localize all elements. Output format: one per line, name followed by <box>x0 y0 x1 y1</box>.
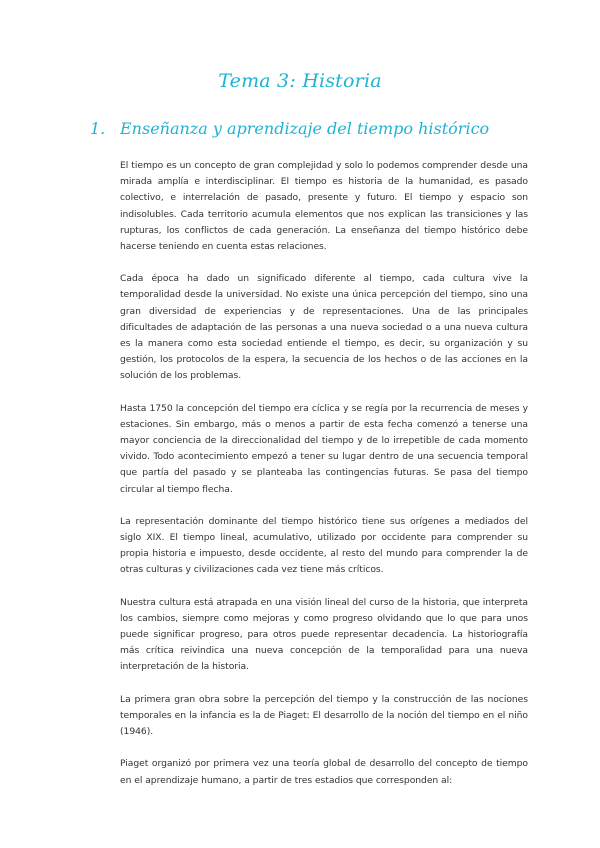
section-heading-text: Enseñanza y aprendizaje del tiempo histórico <box>120 119 490 138</box>
paragraph: Piaget organizó por primera vez una teoría global de desarrollo del concepto de tiempo en el aprendizaje humano, a partir de tres estadios que corresponden al: <box>120 758 528 786</box>
page-title: Tema 3: Historia <box>218 70 382 92</box>
section-heading <box>90 119 530 138</box>
paragraph: Nuestra cultura está atrapada en una visión lineal del curso de la historia, que interpreta los cambios, siempre como mejoras y como progreso olvidando que lo que para unos puede significar progreso, para otros puede representar decadencia. La historiografía más crítica reivindica una nueva concepción de la temporalidad para una nueva interpretación de la historia. <box>120 596 528 673</box>
body-text <box>120 158 528 805</box>
paragraph: Hasta 1750 la concepción del tiempo era cíclica y se regía por la recurrencia de meses y estaciones. Sin embargo, más o menos a partir de esta fecha comenzó a tenerse una mayor conciencia de la direccionalidad del tiempo y de lo irrepetible de cada momento vivido. Todo acontecimiento empezó a tener su lugar dentro de una secuencia temporal que partía del pasado y se planteaba las contingencias futuras. Se pasa del tiempo circular al tiempo flecha. <box>120 402 528 495</box>
section-number: 1. <box>90 119 106 138</box>
paragraph: La primera gran obra sobre la percepción del tiempo y la construcción de las nociones temporales en la infancia es la de Piaget: El desarrollo de la noción del tiempo en el niño (1946). <box>120 693 528 738</box>
paragraph: El tiempo es un concepto de gran complejidad y solo lo podemos comprender desde una mirada amplía e interdisciplinar. El tiempo es historia de la humanidad, es pasado colectivo, e interrelación de pasado, presente y futuro. El tiempo y espacio son indisolubles. Cada territorio acumula elementos que nos explican las transiciones y las rupturas, los conflictos de cada generación. La enseñanza del tiempo histórico debe hacerse teniendo en cuenta estas relaciones. <box>120 160 528 253</box>
paragraph: La representación dominante del tiempo histórico tiene sus orígenes a mediados del siglo XIX. El tiempo lineal, acumulativo, utilizado por occidente para comprender su propia historia e impuesto, desde occidente, al resto del mundo para comprender la de otras culturas y civilizaciones cada vez tiene más críticos. <box>120 515 528 576</box>
paragraph: Cada época ha dado un significado diferente al tiempo, cada cultura vive la temporalidad desde la universidad. No existe una única percepción del tiempo, sino una gran diversidad de experiencias y de representaciones. Una de las principales dificultades de adaptación de las personas a una nueva sociedad o a una nueva cultura es la manera como esta sociedad entiende el tiempo, es decir, su organización y su gestión, los protocolos de la espera, la secuencia de los hechos o de las acciones en la solución de los problemas. <box>120 273 528 382</box>
